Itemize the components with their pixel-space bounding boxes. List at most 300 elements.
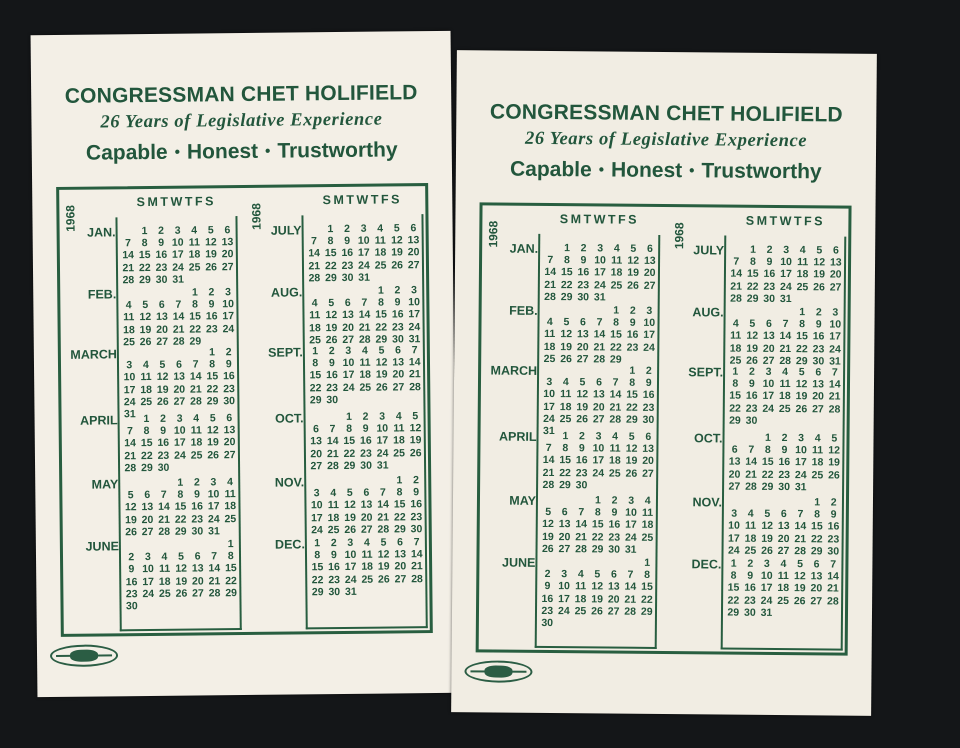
month-dates: [540, 430, 657, 492]
day-cell: 10: [222, 298, 235, 311]
day-cell: 9: [394, 296, 401, 309]
day-cell: 21: [542, 466, 555, 479]
week-row: [727, 378, 843, 391]
day-cell: 9: [330, 549, 337, 562]
day-cell: [189, 538, 206, 550]
week-row: [541, 400, 657, 413]
day-cell: 15: [761, 456, 774, 469]
card-title: CONGRESSMAN CHET HOLIFIELD: [64, 81, 418, 108]
day-cell: 9: [766, 256, 773, 269]
day-cell: 11: [797, 256, 809, 269]
day-cell: 30: [541, 616, 554, 629]
logo-emblem: [484, 665, 512, 677]
day-cell: 20: [643, 267, 656, 280]
day-cell: 4: [814, 432, 821, 445]
day-cell: 7: [578, 506, 585, 519]
day-cell: 28: [575, 542, 587, 556]
day-cell: 17: [762, 390, 775, 403]
day-cell: 27: [173, 395, 186, 408]
day-cell: 2: [645, 364, 652, 377]
day-cell: [824, 607, 841, 619]
day-cell: 25: [374, 259, 387, 272]
day-cell: [792, 496, 809, 508]
day-cell: 24: [123, 395, 136, 409]
day-cell: 1: [732, 365, 739, 378]
week-row: [541, 364, 657, 377]
day-cell: 12: [761, 520, 774, 533]
day-cell: 21: [779, 342, 792, 355]
day-cell: 20: [407, 246, 420, 259]
day-cell: 19: [761, 532, 773, 545]
day-cell: 6: [646, 242, 653, 255]
day-cell: 14: [358, 309, 371, 322]
day-cell: 25: [559, 412, 572, 425]
day-cell: 1: [314, 537, 321, 550]
day-cell: 12: [377, 548, 390, 561]
week-row: [539, 556, 655, 569]
day-cell: 15: [324, 247, 337, 260]
day-cell: 18: [729, 342, 742, 355]
day-cell: [827, 293, 844, 305]
day-cell: 17: [558, 592, 570, 605]
day-cell: 29: [560, 290, 573, 303]
day-cell: 6: [312, 423, 319, 436]
day-cell: 9: [748, 377, 755, 390]
day-cell: 19: [813, 268, 826, 281]
day-cell: 18: [140, 383, 153, 396]
day-cell: 8: [227, 550, 234, 563]
week-row: [542, 278, 658, 291]
day-cell: 7: [311, 235, 317, 248]
day-cell: 10: [592, 442, 605, 455]
day-cell: 15: [610, 328, 622, 342]
day-cell: 24: [593, 278, 606, 292]
week-row: [725, 594, 841, 607]
day-cell: 20: [342, 321, 354, 334]
day-cell: 21: [124, 449, 137, 462]
day-cell: 12: [746, 330, 759, 343]
day-cell: 12: [375, 356, 388, 369]
day-cell: 29: [225, 586, 238, 599]
month-dates: [539, 556, 656, 630]
day-cell: 18: [777, 582, 790, 595]
day-cell: [556, 494, 573, 506]
day-cell: 4: [782, 366, 789, 379]
day-cell: 30: [392, 333, 404, 346]
day-cell: 29: [625, 413, 638, 426]
week-row: [120, 273, 236, 286]
day-cell: 13: [607, 580, 620, 593]
day-cell: 1: [764, 431, 771, 444]
day-cell: 30: [743, 606, 756, 619]
day-cell: 26: [125, 525, 137, 539]
day-cell: 30: [223, 394, 236, 407]
day-cell: [589, 556, 606, 568]
day-cell: 31: [123, 408, 136, 421]
day-cell: 11: [190, 424, 202, 437]
day-cell: [641, 292, 658, 304]
day-cell: 3: [313, 487, 320, 500]
day-cell: 14: [828, 378, 841, 391]
day-cell: 30: [360, 459, 372, 472]
day-cell: 27: [576, 352, 589, 366]
day-cell: 19: [560, 340, 573, 353]
day-cell: 14: [779, 330, 792, 343]
day-cell: [221, 461, 238, 473]
day-cell: 28: [411, 572, 423, 585]
month-dates: [123, 538, 240, 612]
day-cell: [558, 364, 575, 376]
day-cell: 6: [344, 297, 351, 310]
day-cell: 28: [745, 480, 757, 493]
day-cell: [220, 273, 237, 285]
day-cell: 11: [188, 236, 200, 249]
day-cell: 13: [810, 570, 823, 583]
day-cell: [173, 539, 190, 551]
day-cell: 6: [224, 224, 231, 237]
day-cell: 2: [394, 284, 401, 297]
week-row: [540, 518, 656, 531]
day-cell: [555, 617, 572, 629]
day-cell: 18: [224, 500, 237, 513]
day-cell: 4: [311, 297, 318, 310]
day-cell: 19: [375, 368, 388, 381]
day-cell: 14: [542, 454, 555, 467]
day-cell: 26: [627, 279, 639, 292]
day-cell: 15: [309, 369, 322, 382]
day-cell: 17: [171, 249, 184, 262]
day-cell: 11: [609, 442, 621, 455]
day-cell: [139, 539, 156, 551]
day-cell: 31: [344, 585, 357, 598]
day-cell: 15: [343, 435, 356, 448]
day-cell: 31: [542, 424, 555, 437]
day-cell: 20: [812, 390, 824, 403]
day-cell: 8: [209, 358, 216, 371]
day-cell: [558, 304, 575, 316]
day-cell: 30: [326, 393, 339, 406]
day-cell: 9: [362, 422, 369, 435]
day-cell: 8: [644, 569, 651, 582]
day-cell: 9: [578, 442, 585, 455]
day-cell: [374, 393, 391, 405]
day-cell: 27: [394, 572, 407, 585]
month-name: NOV.: [692, 495, 723, 510]
day-cell: 19: [746, 342, 759, 355]
day-cell: 1: [396, 474, 403, 487]
day-cell: 19: [625, 455, 638, 468]
day-cell: 12: [576, 388, 589, 401]
day-cell: [728, 306, 745, 318]
day-cell: 29: [795, 354, 808, 368]
day-cell: 1: [177, 476, 184, 489]
day-cell: 2: [748, 365, 755, 378]
day-cell: 15: [189, 310, 202, 323]
day-cell: 20: [777, 532, 790, 545]
day-cell: 17: [760, 582, 773, 595]
day-cell: 6: [410, 222, 417, 235]
day-cell: 11: [575, 580, 587, 593]
day-cell: [122, 413, 139, 425]
logo-emblem: [70, 650, 98, 662]
day-cell: 18: [188, 248, 201, 261]
day-cell: 1: [377, 284, 384, 297]
day-cell: 1: [595, 494, 601, 507]
day-cell: 27: [310, 459, 323, 473]
month-name: FEB.: [509, 303, 538, 318]
card-title: CONGRESSMAN CHET HOLIFIELD: [489, 100, 843, 127]
day-cell: 7: [547, 254, 554, 267]
week-row: [307, 393, 423, 406]
day-cell: 22: [206, 382, 219, 395]
day-cell: 16: [575, 454, 588, 467]
day-cell: 15: [626, 389, 638, 402]
day-cell: 3: [731, 507, 738, 520]
day-cell: 6: [395, 344, 402, 357]
day-cell: 24: [760, 594, 773, 607]
day-cell: 3: [174, 224, 181, 237]
day-cell: 9: [830, 508, 837, 521]
day-cell: 31: [829, 355, 841, 368]
day-cell: 22: [343, 447, 356, 460]
day-cell: 28: [828, 403, 841, 416]
day-cell: 7: [831, 366, 838, 379]
day-cell: 24: [557, 604, 570, 617]
day-cell: 7: [627, 568, 634, 581]
day-cell: 12: [175, 562, 188, 576]
day-cell: 11: [611, 254, 623, 267]
week-row: [725, 558, 841, 571]
day-cell: 24: [624, 531, 637, 544]
day-cell: 5: [159, 359, 166, 372]
day-cell: 9: [158, 237, 165, 250]
day-cell: 23: [626, 341, 639, 354]
day-cell: 12: [542, 518, 554, 531]
week-row: [539, 568, 655, 581]
day-cell: 19: [156, 383, 169, 396]
slogan-word: Trustworthy: [701, 159, 822, 184]
day-cell: 14: [730, 267, 743, 281]
day-cell: 12: [591, 580, 604, 593]
day-cell: 6: [832, 244, 839, 257]
day-cell: [123, 539, 140, 551]
day-cell: 22: [324, 259, 337, 272]
day-cell: 27: [762, 354, 775, 367]
day-cell: 8: [396, 486, 403, 499]
day-cell: 1: [141, 225, 148, 238]
day-cell: 22: [375, 321, 388, 334]
day-cell: 29: [311, 585, 324, 599]
day-cell: 6: [579, 316, 586, 329]
month-dates: [541, 364, 658, 438]
card-slogan: [456, 157, 876, 185]
day-cell: 26: [325, 333, 338, 346]
day-cell: 15: [140, 437, 153, 450]
day-cell: 31: [376, 459, 389, 472]
day-cell: 14: [745, 456, 758, 469]
day-cell: 27: [642, 467, 654, 480]
day-cell: 22: [761, 468, 774, 481]
day-cell: [605, 617, 622, 629]
day-cell: 17: [357, 247, 370, 260]
year-label: 1968: [63, 205, 78, 232]
week-row: [728, 244, 844, 257]
day-cell: [392, 585, 409, 597]
day-cell: 20: [221, 248, 234, 261]
day-cell: [591, 304, 608, 316]
day-cell: 28: [358, 333, 371, 346]
day-cell: 16: [541, 592, 554, 605]
day-cell: 1: [750, 243, 756, 256]
day-cell: 11: [140, 371, 152, 384]
day-cell: 30: [328, 585, 341, 598]
day-cell: 13: [310, 435, 323, 448]
day-cell: [810, 415, 827, 427]
day-cell: [122, 477, 139, 489]
day-cell: 21: [158, 513, 170, 526]
month-dates: [726, 432, 843, 494]
day-cell: 15: [138, 249, 151, 262]
day-cell: 7: [379, 486, 386, 499]
day-cell: [324, 411, 341, 423]
day-cell: 14: [124, 437, 137, 450]
day-cell: 16: [608, 518, 621, 531]
day-cell: [190, 599, 207, 611]
day-cell: 25: [543, 352, 556, 365]
month-dates: [309, 536, 426, 598]
day-cell: [608, 291, 625, 303]
day-cell: 26: [793, 594, 806, 607]
date-column: [115, 216, 241, 631]
day-cell: 28: [190, 395, 202, 408]
day-cell: 6: [561, 506, 568, 519]
day-cell: 11: [224, 488, 236, 501]
day-cell: 20: [607, 593, 620, 606]
day-cell: 14: [624, 581, 637, 594]
week-row: [540, 466, 656, 479]
day-cell: 8: [314, 549, 321, 562]
day-cell: 27: [810, 594, 823, 607]
day-cell: 11: [393, 422, 405, 435]
day-cell: 25: [309, 333, 321, 347]
month-name: JULY: [693, 243, 725, 258]
day-cell: 23: [125, 587, 138, 600]
day-cell: 15: [746, 268, 759, 281]
day-cell: 26: [207, 448, 220, 461]
day-cell: [409, 585, 426, 597]
week-row: [726, 456, 842, 469]
day-cell: 2: [362, 410, 369, 423]
day-cell: 28: [308, 271, 321, 285]
day-cell: 14: [408, 356, 421, 369]
day-cell: 18: [796, 268, 809, 281]
day-cell: 30: [763, 292, 776, 305]
day-cell: 26: [761, 544, 773, 557]
day-cell: 2: [344, 222, 351, 235]
day-cell: 21: [827, 582, 839, 595]
day-cell: 16: [745, 390, 758, 403]
day-cell: 3: [798, 432, 805, 445]
day-cell: 9: [328, 357, 335, 370]
day-cell: 12: [390, 234, 403, 247]
day-cell: 14: [172, 310, 185, 324]
week-row: [726, 468, 842, 481]
day-cell: 22: [626, 401, 638, 414]
day-cell: [606, 479, 623, 491]
day-cell: [157, 600, 174, 612]
day-cell: 9: [160, 425, 167, 438]
day-cell: 27: [592, 413, 605, 426]
day-cell: 8: [613, 316, 620, 329]
day-cell: 15: [796, 330, 808, 343]
week-row: [540, 494, 656, 507]
day-cell: 1: [564, 242, 571, 255]
day-cell: 23: [155, 261, 168, 274]
month-name: OCT.: [275, 411, 304, 426]
day-cell: 6: [363, 486, 370, 499]
week-row: [542, 242, 658, 255]
day-cell: 2: [766, 243, 773, 256]
day-cell: 16: [812, 330, 825, 343]
day-cell: 24: [408, 320, 421, 333]
day-cell: 22: [174, 513, 187, 526]
day-cell: 22: [610, 341, 622, 354]
day-cell: 23: [391, 320, 404, 334]
day-cell: 4: [577, 568, 584, 581]
day-cell: 5: [207, 224, 214, 237]
day-cell: 30: [745, 414, 758, 427]
day-cell: 14: [158, 501, 170, 514]
day-cell: 10: [780, 256, 792, 269]
day-cell: 6: [610, 568, 617, 581]
day-cell: 8: [563, 254, 570, 267]
month-dates: [542, 242, 659, 304]
day-cell: 22: [746, 280, 759, 293]
week-row: [727, 414, 843, 427]
day-cell: 5: [328, 297, 335, 310]
day-cell: [622, 557, 639, 569]
day-cell: [539, 556, 556, 568]
week-row: [541, 340, 657, 353]
day-cell: 25: [729, 354, 742, 367]
day-cell: 1: [209, 346, 216, 359]
day-cell: 22: [560, 278, 573, 291]
day-cell: 28: [208, 587, 221, 600]
day-cell: 12: [560, 328, 573, 341]
day-cell: 12: [794, 570, 806, 583]
week-row: [727, 318, 843, 331]
week-row: [540, 506, 656, 519]
day-cell: 4: [562, 376, 569, 389]
day-cell: [120, 225, 137, 237]
day-cell: 30: [155, 273, 168, 286]
day-cell: 18: [359, 369, 372, 382]
week-row: [728, 292, 844, 305]
day-cell: 4: [395, 410, 402, 423]
day-cell: [376, 585, 393, 597]
day-cell: 23: [778, 468, 791, 481]
day-cell: 28: [624, 605, 637, 618]
day-cell: 29: [189, 335, 202, 348]
day-cell: 8: [730, 569, 737, 582]
month-name: MARCH: [70, 347, 117, 362]
day-cell: 24: [342, 381, 355, 394]
day-cell: 15: [811, 520, 823, 533]
day-cell: 5: [127, 489, 134, 502]
day-cell: 17: [829, 330, 842, 343]
day-cell: 16: [326, 369, 338, 382]
day-cell: [759, 496, 776, 508]
